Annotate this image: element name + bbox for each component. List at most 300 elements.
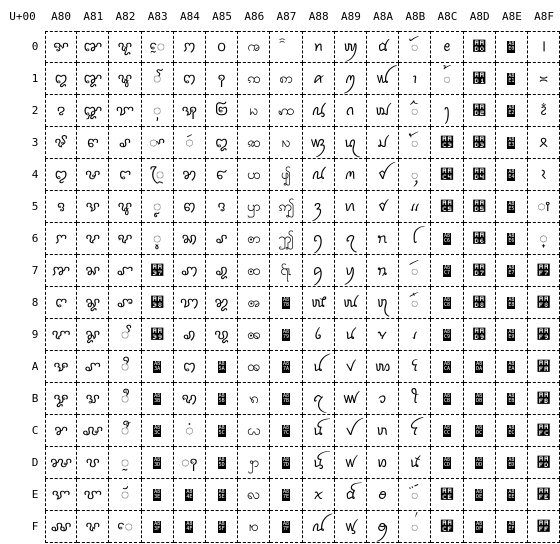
glyph: ꩷	[280, 262, 292, 279]
glyph-cell	[270, 127, 302, 159]
glyph-cell	[206, 63, 238, 95]
row-header: D	[31, 456, 39, 469]
glyph: ꩗	[215, 262, 228, 279]
glyph: ꪍ	[312, 454, 324, 471]
unassigned-code-box	[496, 31, 528, 63]
glyph-cell	[206, 31, 238, 63]
glyph-cell	[464, 319, 496, 351]
glyph: ꪡ	[376, 70, 390, 87]
glyph-cell	[174, 415, 206, 447]
glyph-cell	[45, 351, 77, 383]
glyph-cell	[109, 351, 141, 383]
glyph: ꪱ	[411, 70, 419, 87]
unassigned-code-box	[431, 383, 463, 415]
glyph-cell	[431, 479, 463, 511]
row-header: B	[31, 392, 39, 405]
glyph-cell	[303, 191, 335, 223]
glyph-cell	[367, 191, 399, 223]
glyph-cell	[335, 447, 367, 479]
glyph-cell	[109, 479, 141, 511]
glyph-cell	[109, 255, 141, 287]
glyph: ꫁	[443, 70, 451, 87]
glyph-cell	[238, 351, 270, 383]
glyph-cell	[174, 255, 206, 287]
row-header: C	[31, 424, 39, 437]
glyph-cell	[431, 31, 463, 63]
code-box-icon: A8 DB	[476, 392, 483, 404]
glyph: ꩊ	[182, 358, 196, 375]
glyph-cell	[367, 127, 399, 159]
glyph: ꩒	[214, 102, 229, 119]
glyph: ꪣ	[377, 134, 389, 151]
unassigned-code-box	[431, 319, 463, 351]
glyph: ꫖	[472, 230, 487, 247]
glyph-cell	[77, 319, 109, 351]
glyph-cell	[303, 159, 335, 191]
glyph: ꨙ	[85, 326, 101, 343]
glyph: ꩲ	[277, 102, 295, 119]
glyph-cell	[399, 191, 431, 223]
glyph-cell	[45, 415, 77, 447]
glyph: ꫻	[536, 390, 551, 407]
glyph: ꨍ	[50, 454, 73, 471]
glyph: ꪭ	[376, 454, 389, 471]
code-box-icon: A8 EC	[508, 424, 515, 436]
glyph: ꪅ	[313, 198, 323, 215]
glyph-cell	[238, 447, 270, 479]
code-box-icon: A8 79	[282, 328, 289, 340]
glyph: ꨀ	[53, 39, 69, 55]
glyph-cell	[367, 287, 399, 319]
glyph: ꨉ	[51, 326, 71, 343]
glyph-cell	[335, 95, 367, 127]
column-header: A8E	[501, 10, 522, 23]
glyph: ꨥ	[117, 198, 133, 215]
glyph: ꨟ	[85, 518, 101, 535]
glyph-cell	[142, 63, 174, 95]
glyph: ꩤ	[246, 166, 261, 183]
code-box-icon: A8 E2	[508, 104, 515, 116]
glyph: ꫘	[472, 294, 487, 311]
glyph: ꫑	[472, 70, 487, 87]
glyph: ꨐ	[83, 39, 103, 55]
glyph: ꫎	[439, 486, 454, 503]
glyph-cell	[367, 479, 399, 511]
glyph-cell	[45, 255, 77, 287]
glyph: ꪥ	[377, 198, 388, 215]
glyph-cell	[270, 95, 302, 127]
glyph: ꨰ	[149, 39, 166, 55]
glyph-cell	[45, 95, 77, 127]
glyph: ꨸	[150, 294, 165, 311]
row-header: 6	[31, 232, 39, 245]
glyph-cell	[109, 447, 141, 479]
unassigned-code-box	[270, 511, 302, 543]
glyph-cell	[77, 447, 109, 479]
glyph: ꪗ	[344, 262, 356, 279]
glyph-cell	[464, 159, 496, 191]
glyph: ꨱ	[153, 70, 162, 87]
glyph: ꩙	[214, 326, 229, 343]
glyph: ꪸ	[411, 294, 419, 311]
glyph: ꪼ	[410, 422, 420, 439]
glyph-cell	[303, 287, 335, 319]
glyph: ꨑ	[83, 70, 103, 87]
code-box-icon: A8 3F	[154, 520, 161, 532]
glyph: ꨇ	[51, 262, 71, 279]
glyph: ꪞ	[344, 486, 357, 503]
glyph: ꩉ	[183, 326, 196, 343]
glyph-cell	[303, 127, 335, 159]
glyph-cell	[77, 511, 109, 543]
unassigned-code-box	[206, 479, 238, 511]
glyph-cell	[206, 287, 238, 319]
code-box-icon: A8 3E	[154, 488, 161, 500]
glyph: ꪖ	[344, 230, 356, 247]
glyph-cell	[77, 63, 109, 95]
glyph: ꩪ	[247, 358, 261, 375]
glyph: ꩵ	[278, 198, 294, 215]
glyph: ꫾	[536, 486, 551, 503]
unassigned-code-box	[464, 447, 496, 479]
unassigned-code-box	[142, 383, 174, 415]
glyph: ꨫ	[120, 390, 130, 407]
glyph: ꪃ	[309, 134, 327, 151]
glyph-cell	[367, 383, 399, 415]
glyph: ꨃ	[54, 134, 68, 151]
glyph-cell	[528, 127, 560, 159]
glyph-cell	[174, 351, 206, 383]
row-header: E	[31, 488, 39, 501]
row-header: 9	[31, 328, 39, 341]
unassigned-code-box	[464, 383, 496, 415]
glyph: ꨚ	[84, 358, 101, 375]
glyph: ꪠ	[377, 39, 389, 55]
glyph-cell	[109, 191, 141, 223]
glyph-cell	[303, 95, 335, 127]
glyph-cell	[303, 223, 335, 255]
glyph-cell	[77, 383, 109, 415]
unassigned-code-box	[496, 383, 528, 415]
code-box-icon: A8 5E	[218, 488, 225, 500]
glyph-cell	[109, 223, 141, 255]
glyph-cell	[399, 319, 431, 351]
glyph: ꨅ	[56, 198, 66, 215]
code-box-icon: A8 E1	[508, 72, 515, 84]
glyph: ꨤ	[118, 166, 132, 183]
glyph: ꩭ	[248, 454, 260, 471]
unassigned-code-box	[431, 415, 463, 447]
glyph: ꩃ	[185, 134, 194, 151]
glyph-cell	[174, 287, 206, 319]
glyph: ꩶ	[278, 230, 294, 247]
code-box-icon: A8 7B	[282, 392, 289, 404]
glyph-cell	[174, 95, 206, 127]
glyph: ꪢ	[374, 102, 391, 119]
glyph-cell	[528, 383, 560, 415]
glyph: ꪐ	[343, 39, 358, 55]
glyph-cell	[303, 63, 335, 95]
unassigned-code-box	[496, 127, 528, 159]
glyph-cell	[367, 511, 399, 543]
glyph-cell	[399, 383, 431, 415]
column-header: A82	[115, 10, 136, 23]
glyph-cell	[77, 479, 109, 511]
glyph-cell	[206, 255, 238, 287]
glyph-cell	[238, 319, 270, 351]
glyph-cell	[238, 511, 270, 543]
glyph-cell	[464, 63, 496, 95]
glyph: ꩈ	[179, 294, 199, 311]
row-header: A	[31, 360, 39, 373]
glyph-cell	[174, 191, 206, 223]
glyph: ꪰ	[411, 39, 419, 55]
glyph: ꩔	[215, 166, 228, 183]
glyph: ꩖	[215, 230, 228, 247]
glyph: ꫂ	[443, 102, 451, 119]
glyph: ꩫ	[248, 390, 259, 407]
glyph-cell	[464, 95, 496, 127]
unassigned-code-box	[431, 223, 463, 255]
glyph: ꪙ	[345, 326, 356, 343]
unassigned-code-box	[496, 63, 528, 95]
code-box-icon: A8 DF	[476, 520, 483, 532]
glyph: ꪓ	[343, 134, 357, 151]
glyph: ꨴ	[150, 166, 165, 183]
glyph-cell	[335, 479, 367, 511]
glyph: ꫃	[439, 134, 454, 151]
glyph: ꨵ	[153, 198, 162, 215]
glyph-cell	[528, 255, 560, 287]
glyph: ꪬ	[376, 422, 390, 439]
glyph-cell	[528, 319, 560, 351]
glyph: ꨹	[150, 326, 165, 343]
column-header: A8C	[437, 10, 458, 23]
glyph: ꨘ	[85, 294, 101, 311]
glyph-cell	[464, 191, 496, 223]
glyph: ꪁ	[312, 70, 324, 87]
glyph: ꪇ	[312, 262, 324, 279]
glyph-cell	[464, 255, 496, 287]
glyph-cell	[270, 255, 302, 287]
code-box-icon: A8 ED	[508, 456, 515, 468]
unassigned-code-box	[206, 511, 238, 543]
glyph: ꪴ	[411, 166, 419, 183]
glyph-cell	[335, 415, 367, 447]
code-box-icon: A8 EE	[508, 488, 515, 500]
glyph-cell	[45, 447, 77, 479]
glyph: ꨞ	[83, 486, 102, 503]
glyph: ꩑	[217, 70, 226, 87]
glyph: ꨁ	[54, 70, 68, 87]
glyph: ꨊ	[53, 358, 69, 375]
row-header: 8	[31, 296, 39, 309]
code-box-icon: A8 7E	[282, 488, 289, 500]
glyph-cell	[335, 255, 367, 287]
glyph: ꨜ	[82, 422, 104, 439]
glyph-cell	[303, 415, 335, 447]
glyph-cell	[238, 415, 270, 447]
glyph: ꫹	[536, 326, 551, 343]
glyph: ꫺	[536, 358, 551, 375]
code-box-icon: A8 E3	[508, 136, 515, 148]
glyph-cell	[367, 95, 399, 127]
glyph: ꩢ	[249, 102, 259, 119]
glyph-cell	[270, 63, 302, 95]
glyph-cell	[399, 127, 431, 159]
glyph-cell	[77, 191, 109, 223]
code-box-icon: A8 5F	[218, 520, 225, 532]
glyph-cell	[335, 319, 367, 351]
glyph-cell	[528, 191, 560, 223]
code-box-icon: A8 E0	[508, 41, 515, 52]
glyph-cell	[270, 191, 302, 223]
glyph: ꨮ	[120, 486, 130, 503]
glyph: ꪉ	[314, 326, 323, 343]
column-header: A83	[147, 10, 168, 23]
glyph: ꪳ	[411, 134, 419, 151]
glyph-cell	[367, 63, 399, 95]
glyph-cell	[174, 127, 206, 159]
glyph: ꪕ	[344, 198, 357, 215]
glyph-cell	[303, 319, 335, 351]
glyph-cell	[142, 95, 174, 127]
glyph: ꪶ	[412, 230, 418, 247]
glyph-cell	[45, 383, 77, 415]
glyph-cell	[238, 479, 270, 511]
corner-label: U+00	[9, 10, 36, 23]
glyph: ꪨ	[376, 294, 389, 311]
glyph-cell	[238, 223, 270, 255]
glyph: ꨷	[150, 262, 165, 279]
column-header: A87	[276, 10, 297, 23]
glyph-cell	[335, 511, 367, 543]
glyph: ꩇ	[180, 262, 198, 279]
glyph: ꪜ	[345, 422, 356, 439]
glyph: ꪽ	[409, 454, 421, 471]
code-box-icon: A8 CD	[443, 456, 450, 468]
glyph-cell	[303, 31, 335, 63]
glyph: ꩆ	[181, 230, 198, 247]
glyph: ꪪ	[373, 358, 392, 375]
glyph: ꪀ	[313, 39, 324, 55]
glyph: ꪮ	[377, 486, 388, 503]
unassigned-code-box	[496, 479, 528, 511]
glyph-cell	[174, 63, 206, 95]
glyph-cell	[109, 383, 141, 415]
glyph-cell	[142, 127, 174, 159]
unassigned-code-box	[270, 319, 302, 351]
column-header: A89	[340, 10, 361, 23]
glyph-cell	[528, 447, 560, 479]
code-box-icon: A8 3A	[154, 360, 161, 372]
glyph: ꩦ	[246, 230, 261, 247]
glyph: ꨂ	[56, 102, 66, 119]
glyph: ꩘	[214, 294, 229, 311]
glyph: ꨯ	[117, 518, 133, 535]
unassigned-code-box	[431, 255, 463, 287]
glyph-cell	[109, 95, 141, 127]
glyph: ꪈ	[310, 294, 327, 311]
glyph-cell	[270, 223, 302, 255]
glyph: ꫱	[539, 70, 549, 87]
glyph: ꨬ	[120, 422, 130, 439]
code-box-icon: A8 C7	[443, 264, 450, 276]
glyph: ꪎ	[313, 486, 324, 503]
glyph: ꩩ	[247, 326, 261, 343]
glyph-cell	[335, 383, 367, 415]
glyph-cell	[528, 95, 560, 127]
unassigned-code-box	[431, 287, 463, 319]
glyph-cell	[77, 287, 109, 319]
glyph-cell	[109, 511, 141, 543]
glyph-cell	[399, 415, 431, 447]
glyph-cell	[238, 31, 270, 63]
glyph: ꫶	[539, 230, 548, 247]
glyph: ꫏	[439, 518, 454, 535]
glyph: ꫅	[439, 198, 454, 215]
unassigned-code-box	[464, 415, 496, 447]
glyph: ꩮ	[247, 486, 261, 503]
glyph-cell	[464, 223, 496, 255]
glyph: ꨝ	[85, 454, 100, 471]
glyph-cell	[174, 223, 206, 255]
glyph-cell	[45, 479, 77, 511]
glyph: ꨛ	[85, 390, 100, 407]
glyph-cell	[399, 159, 431, 191]
unassigned-code-box	[496, 415, 528, 447]
unassigned-code-box	[464, 479, 496, 511]
glyph-cell	[464, 287, 496, 319]
glyph: ꩋ	[181, 390, 198, 407]
unassigned-code-box	[142, 415, 174, 447]
glyph: ꫐	[472, 39, 487, 55]
glyph: ꪄ	[311, 166, 326, 183]
row-header: 7	[31, 264, 39, 277]
glyph-cell	[109, 415, 141, 447]
glyph-cell	[399, 351, 431, 383]
glyph-cell	[335, 63, 367, 95]
row-header: 2	[31, 104, 39, 117]
glyph-cell	[77, 127, 109, 159]
glyph: ꩄ	[182, 166, 197, 183]
unassigned-code-box	[496, 159, 528, 191]
glyph: ꪔ	[344, 166, 357, 183]
glyph-cell	[142, 319, 174, 351]
glyph: ꪘ	[342, 294, 359, 311]
glyph: ꩳ	[281, 134, 291, 151]
unassigned-code-box	[270, 383, 302, 415]
glyph-cell	[399, 479, 431, 511]
code-box-icon: A8 C8	[443, 296, 450, 308]
glyph-cell	[303, 383, 335, 415]
glyph-cell	[335, 127, 367, 159]
row-header: F	[31, 520, 39, 533]
glyph: ꪌ	[312, 422, 324, 439]
glyph: ꫴ	[541, 166, 547, 183]
unassigned-code-box	[270, 479, 302, 511]
glyph: ꫒	[472, 102, 487, 119]
glyph-cell	[367, 447, 399, 479]
unassigned-code-box	[174, 479, 206, 511]
glyph-cell	[399, 511, 431, 543]
glyph-cell	[335, 351, 367, 383]
code-box-icon: A8 E4	[508, 168, 515, 180]
glyph: ꫽	[536, 454, 551, 471]
code-box-icon: A8 4E	[186, 488, 193, 500]
glyph: ꪲ	[411, 102, 419, 119]
glyph-cell	[109, 127, 141, 159]
